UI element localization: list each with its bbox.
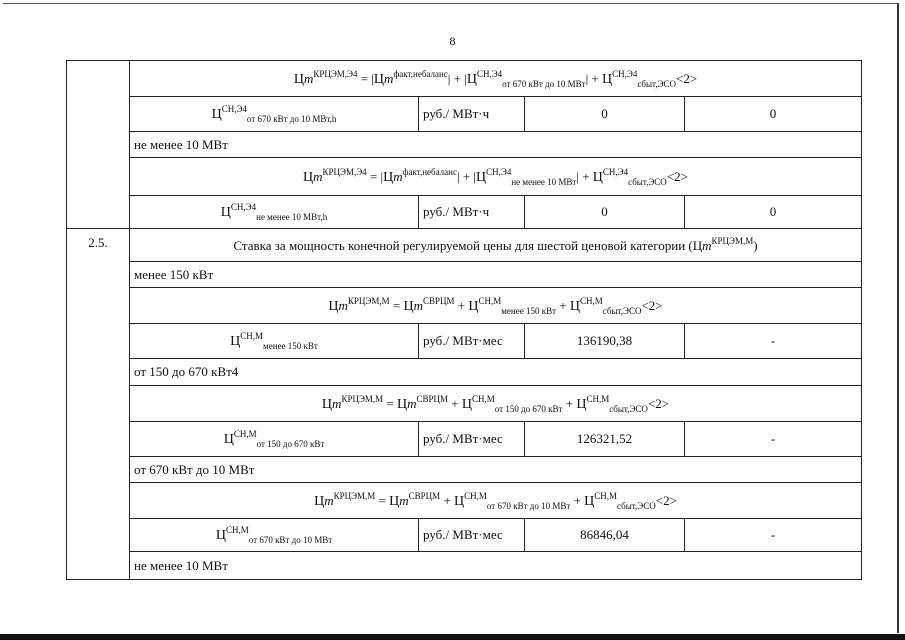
formula-e4-10mw: $Цm^{КРЦЭМ,Э4} = |Цm^{факт,небаланс}| + |Ц^{СН,Э4}_{не менее 10 МВт}| + Ц^{СН,Э4}_{сбыт,ЭСО}<2>$ bbox=[130, 158, 862, 196]
table-row bbox=[67, 196, 862, 229]
subheading: не менее 10 МВт bbox=[130, 552, 862, 580]
table-row bbox=[67, 457, 862, 483]
unit-cell: руб./ МВт·мес bbox=[419, 519, 525, 552]
table-row bbox=[67, 158, 862, 196]
value-cell: 126321,52 bbox=[525, 422, 685, 457]
value-cell: - bbox=[685, 324, 862, 359]
value-cell: 136190,38 bbox=[525, 324, 685, 359]
subheading: не менее 10 МВт bbox=[130, 132, 862, 158]
empty-number-cell bbox=[67, 61, 130, 229]
table-row bbox=[67, 97, 862, 132]
subheading: от 670 кВт до 10 МВт bbox=[130, 457, 862, 483]
table-row bbox=[67, 324, 862, 359]
row-label: $Ц^{СН,М}_{от 150 до 670 кВт}$ bbox=[130, 422, 419, 457]
value-cell: 0 bbox=[685, 97, 862, 132]
section-title: Ставка за мощность конечной регулируемой цены для шестой ценовой категории $(Цm^{КРЦЭМ,М})$ bbox=[130, 229, 862, 262]
value-cell: - bbox=[685, 422, 862, 457]
table-row bbox=[67, 552, 862, 580]
formula-m-150: $Цm^{КРЦЭМ,М} = Цm^{СВРЦМ} + Ц^{СН,М}_{менее 150 кВт} + Ц^{СН,М}_{сбыт,ЭСО}<2>$ bbox=[130, 288, 862, 324]
table-row bbox=[67, 132, 862, 158]
tariff-table bbox=[66, 60, 862, 580]
unit-cell: руб./ МВт·ч bbox=[419, 97, 525, 132]
row-label: $Ц^{СН,М}_{менее 150 кВт}$ bbox=[130, 324, 419, 359]
unit-cell: руб./ МВт·мес bbox=[419, 422, 525, 457]
value-cell: 0 bbox=[685, 196, 862, 229]
value-cell: - bbox=[685, 519, 862, 552]
scan-edge-bar bbox=[0, 634, 905, 640]
row-label: $Ц^{СН,Э4}_{не менее 10 МВт,h}$ bbox=[130, 196, 419, 229]
subheading: менее 150 кВт bbox=[130, 262, 862, 288]
formula-e4-670: $Цm^{КРЦЭМ,Э4} = |Цm^{факт,небаланс}| + |Ц^{СН,Э4}_{от 670 кВт до 10 МВт}| + Ц^{СН,Э4}_{сбыт,ЭСО}<2>$ bbox=[130, 61, 862, 97]
section-number: 2.5. bbox=[67, 229, 130, 580]
formula-m-150-670: $Цm^{КРЦЭМ,М} = Цm^{СВРЦМ} + Ц^{СН,М}_{от 150 до 670 кВт} + Ц^{СН,М}_{сбыт,ЭСО}<2>$ bbox=[130, 386, 862, 422]
value-cell: 0 bbox=[525, 196, 685, 229]
subheading: от 150 до 670 кВт4 bbox=[130, 359, 862, 386]
unit-cell: руб./ МВт·ч bbox=[419, 196, 525, 229]
table-row bbox=[67, 262, 862, 288]
table-row bbox=[67, 386, 862, 422]
value-cell: 0 bbox=[525, 97, 685, 132]
formula-m-670-10mw: $Цm^{КРЦЭМ,М} = Цm^{СВРЦМ} + Ц^{СН,М}_{от 670 кВт до 10 МВт} + Ц^{СН,М}_{сбыт,ЭСО}<2>$ bbox=[130, 483, 862, 519]
value-cell: 86846,04 bbox=[525, 519, 685, 552]
table-row bbox=[67, 359, 862, 386]
table-row bbox=[67, 422, 862, 457]
page-number: 8 bbox=[449, 34, 456, 48]
row-label: $Ц^{СН,Э4}_{от 670 кВт до 10 МВт,h}$ bbox=[130, 97, 419, 132]
table-row bbox=[67, 229, 862, 262]
table-row bbox=[67, 61, 862, 97]
table-row bbox=[67, 288, 862, 324]
unit-cell: руб./ МВт·мес bbox=[419, 324, 525, 359]
table-row bbox=[67, 483, 862, 519]
table-row bbox=[67, 519, 862, 552]
row-label: $Ц^{СН,М}_{от 670 кВт до 10 МВт}$ bbox=[130, 519, 419, 552]
